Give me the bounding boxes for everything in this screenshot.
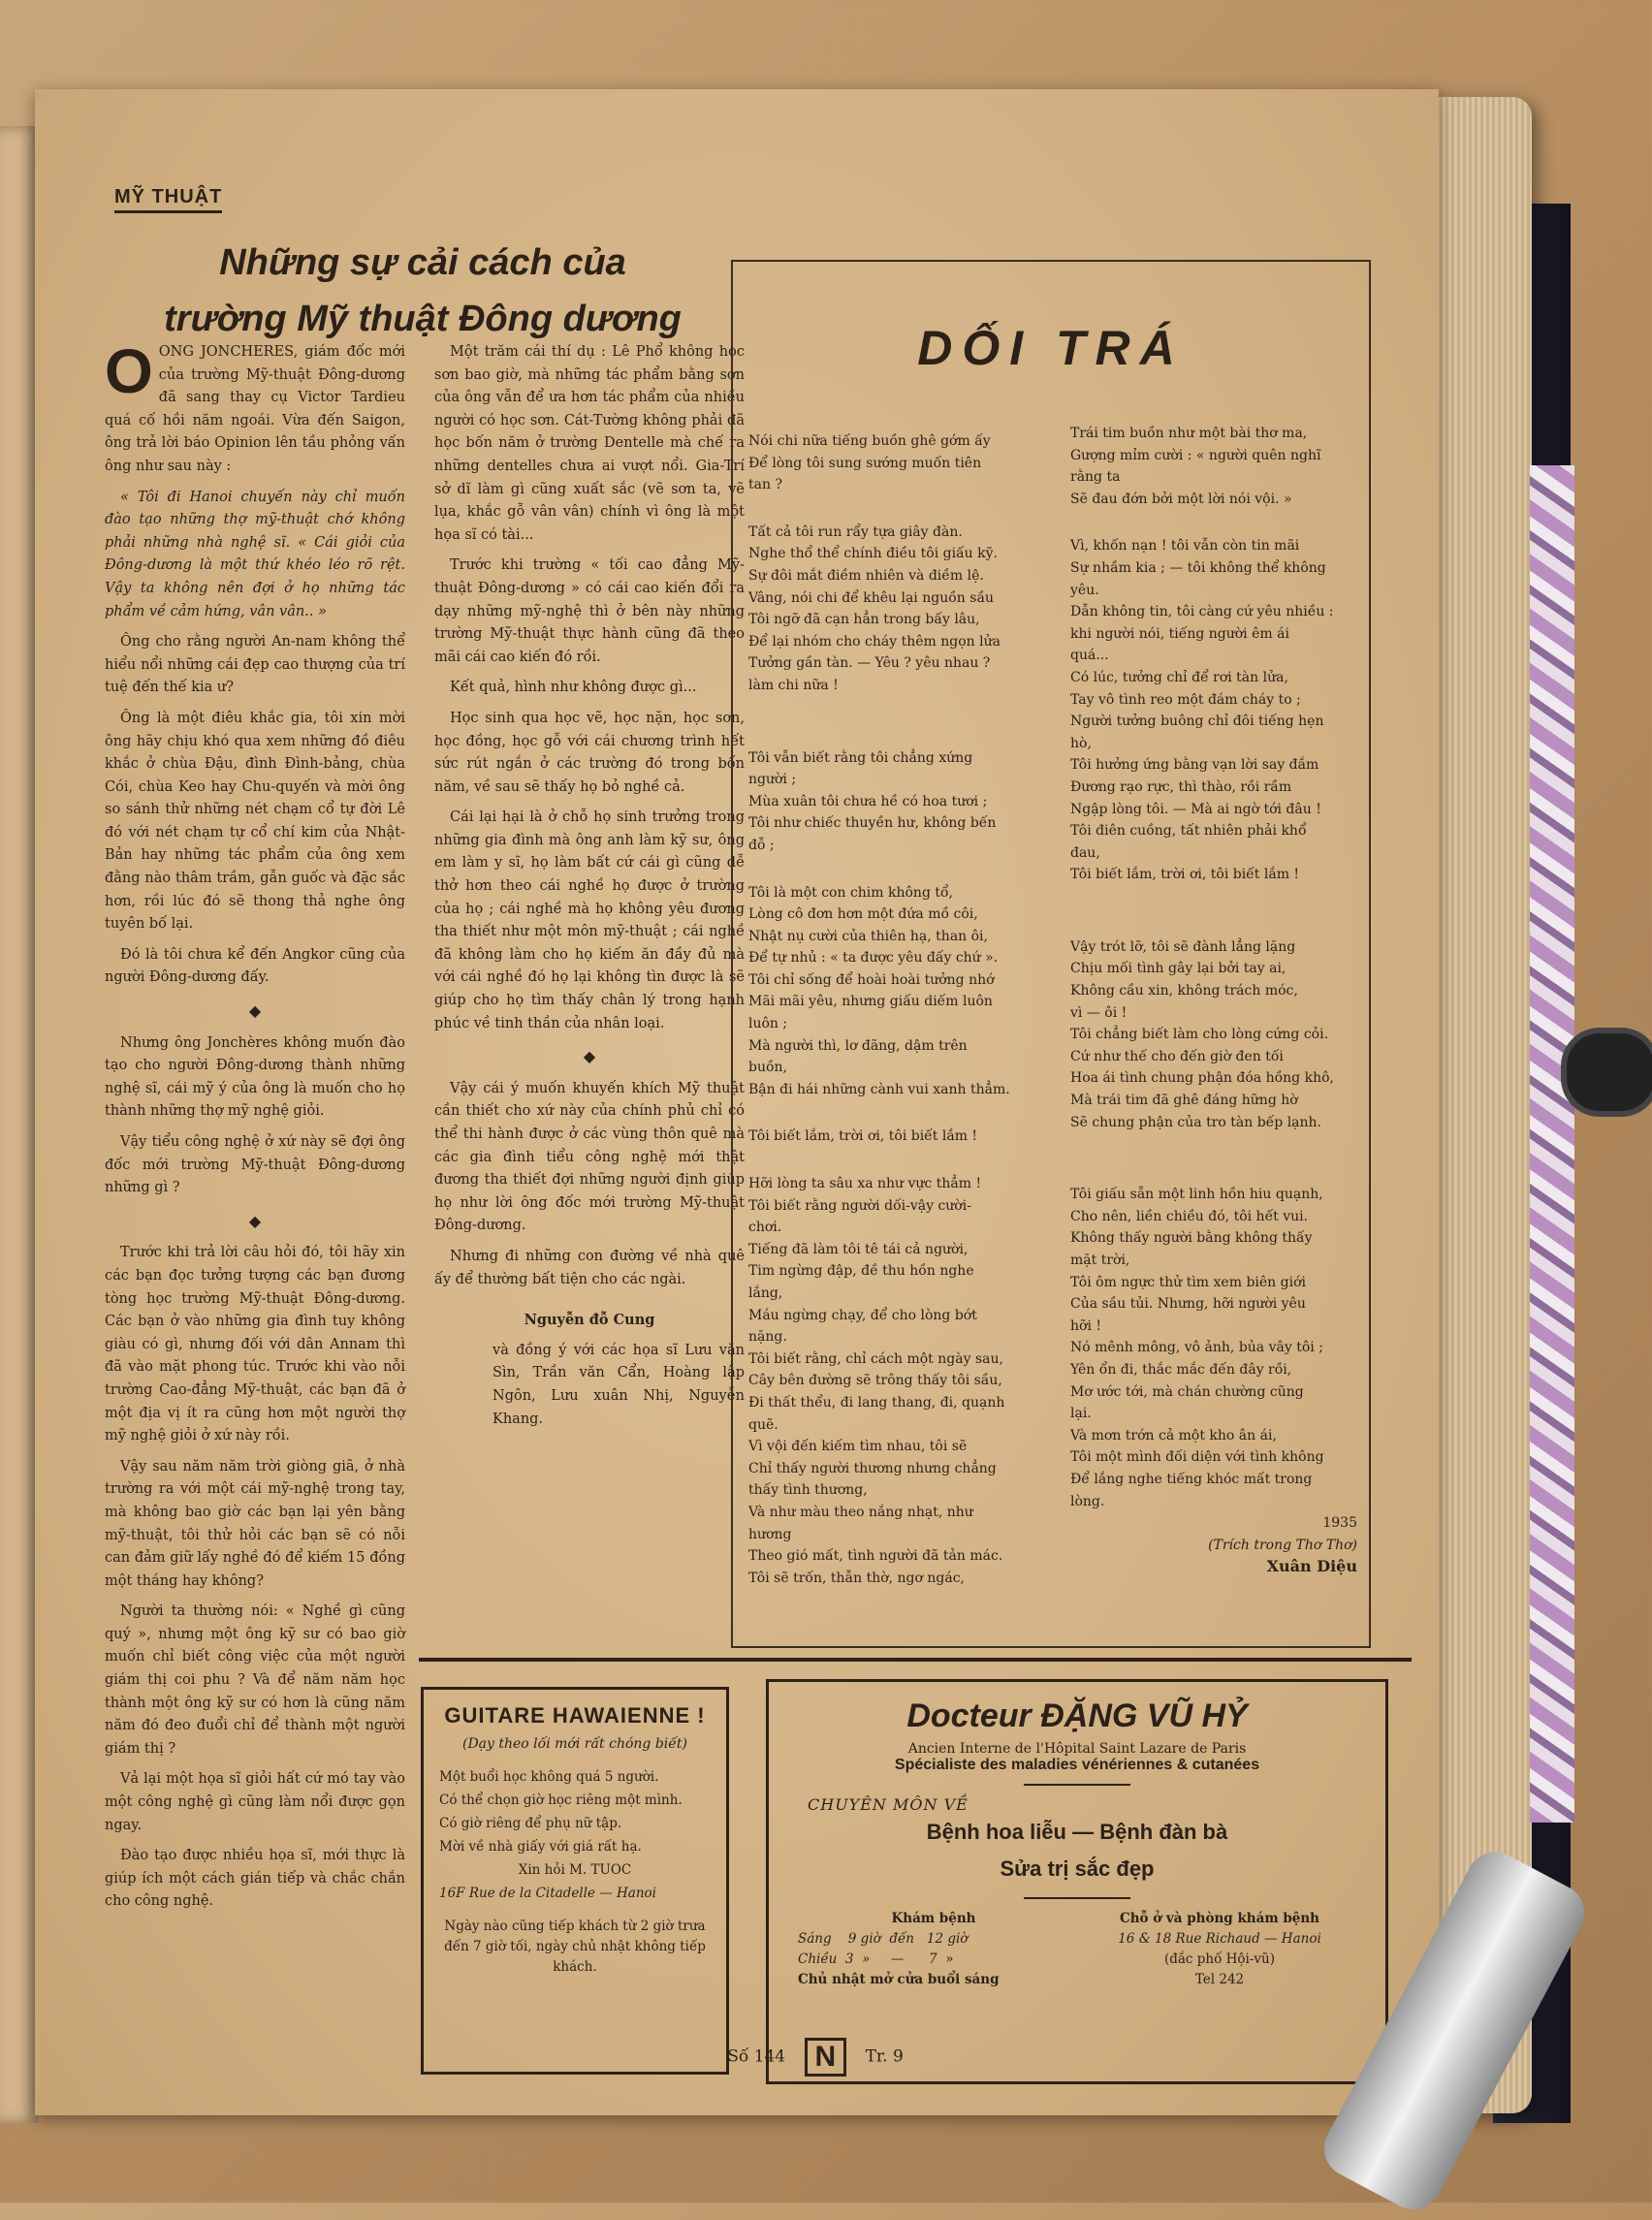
- poem-line: Tiếng đã làm tôi tê tái cả người,: [748, 1241, 969, 1257]
- poem-line: Tôi như chiếc thuyền hư, không bến: [748, 815, 997, 832]
- poem-line: vì — ôi !: [1070, 1004, 1128, 1021]
- guitar-ad-contact: Xin hỏi M. TUOC: [518, 1862, 632, 1878]
- poem-year: 1935: [1322, 1515, 1357, 1532]
- poem-line: nặng.: [748, 1329, 787, 1346]
- poem-line: Ngập lòng tôi. — Mà ai ngờ tới đâu !: [1070, 801, 1321, 817]
- poem-line: Vì vội đến kiếm tìm nhau, tôi sẽ: [748, 1439, 968, 1455]
- stanza-gap: [1070, 886, 1357, 911]
- poem-line: Nhật nụ cười của thiên hạ, than ôi,: [748, 928, 988, 944]
- article-author: Nguyễn đỗ Cung: [524, 1312, 655, 1329]
- poem-line: làm chi nữa !: [748, 677, 839, 693]
- divider: [1024, 1784, 1130, 1786]
- poem-line: Máu ngừng chạy, để cho lòng bớt: [748, 1307, 977, 1323]
- poem-source: (Trích trong Thơ Thơ): [1208, 1537, 1357, 1553]
- poem-line: rằng ta: [1070, 469, 1121, 486]
- poem-line: Lòng cô đơn hơn một đứa mồ côi,: [748, 906, 978, 923]
- poem-line: Để lòng tôi sung sướng muốn tiên: [748, 455, 982, 471]
- poem-line: Gượng mỉm cười : « người quên nghĩ: [1070, 447, 1321, 463]
- marbled-edge: [1530, 465, 1574, 1823]
- poet-name: Xuân Diệu: [1266, 1557, 1357, 1576]
- poem-line: hò,: [1070, 735, 1092, 751]
- poem-line: Và như màu theo nắng nhạt, như: [748, 1504, 973, 1520]
- poem-line: Nó mênh mông, vô ảnh, bủa vây tôi ;: [1070, 1340, 1323, 1356]
- poem-line: Tay vô tình reo một đám cháy to ;: [1070, 691, 1301, 708]
- poem-line: Mà người thì, lơ đãng, dậm trên: [748, 1037, 968, 1054]
- diamond-separator: ◆: [248, 1001, 262, 1021]
- article-paragraph: « Tôi đi Hanoi chuyến này chỉ muốn đào tạo những thợ mỹ-thuật chớ không phải những nhà nghệ sĩ. « Cái giỏi của Đông-dương là một thứ khéo léo rõ rệt. Vậy ta không nên đợi ở họ những tác phẩm về cảm hứng, vân vân.. »: [105, 489, 405, 619]
- poem-line: Vì, khốn nạn ! tôi vẫn còn tin mãi: [1070, 538, 1300, 555]
- diamond-separator: ◆: [583, 1047, 596, 1066]
- poem-line: hỡi !: [1070, 1317, 1101, 1334]
- poem-line: đỗ ;: [748, 837, 775, 853]
- diamond-separator: ◆: [248, 1211, 262, 1230]
- article-paragraph: Ông cho rằng người An-nam không thể hiểu nổi những cái đẹp cao thượng của trí tuệ đến thế kia ư?: [105, 634, 405, 696]
- poem-line: Cây bên đường sẽ trông thấy tôi sầu,: [748, 1373, 1002, 1389]
- doctor-ad: [766, 1679, 1388, 2084]
- article-paragraph: Nhưng ông Jonchères không muốn đào tạo cho người Đông-dương thành những nghệ sĩ, cái mỹ ý của ông là muốn cho họ thành những thợ mỹ nghệ giỏi.: [105, 1034, 405, 1120]
- poem-line: Theo gió mất, tình người đã tản mác.: [748, 1548, 1003, 1565]
- poem-line: Của sầu tủi. Nhưng, hỡi người yêu: [1070, 1296, 1306, 1313]
- stanza-gap: [748, 857, 1051, 882]
- poem-line: Hỡi lòng ta sâu xa như vực thẳm !: [748, 1176, 982, 1192]
- left-page-edge: [0, 126, 39, 2123]
- article-paragraph: Ông là một điêu khắc gia, tôi xin mời ông hãy chịu khó qua xem những đồ điêu khắc ở chùa Đậu, đình Đình-bảng, chùa Cói, chùa Keo hay Chu-quyến và mời ông so sánh thử những nét chạm cổ tự đời Lê đó với nét chạm tự cổ chí kim của Nhật-Bản hay những tác phẩm của ông xem đằng nào thâm trầm, gẫn guốc và đặc sắc hơn, rồi lúc đó sẽ thong thả nghe ông tuyên bố lại.: [105, 710, 405, 933]
- poem-line: Để lại nhóm cho cháy thêm ngọn lửa: [748, 633, 1001, 650]
- stanza-gap: [1070, 1133, 1357, 1158]
- poem-line: Tôi chỉ sống để hoài hoài tưởng nhớ: [748, 971, 995, 988]
- poem-line: mặt trời,: [1070, 1253, 1130, 1268]
- poem-line: Mà trái tim đã ghê đáng hững hờ: [1070, 1093, 1298, 1109]
- poem-line: người ;: [748, 772, 797, 788]
- article-title: [103, 235, 743, 347]
- doctor-credential: Ancien Interne de l'Hôpital Saint Lazare de Paris: [907, 1741, 1247, 1757]
- poem-line: Dẫn không tin, tôi càng cứ yêu nhiều :: [1070, 604, 1334, 620]
- address-heading: Chỗ ở và phòng khám bệnh: [1119, 1911, 1320, 1926]
- article-column-1: [105, 336, 405, 1921]
- article-paragraph: Vậy cái ý muốn khuyến khích Mỹ thuật cần thiết cho xứ này của chính phủ chỉ có thể thi hành được ở các vùng thôn quê mà các gia đình tiểu công nghệ mới thật đương tha thiết đợi những người định giúp họ như lời ông đốc mới trường Mỹ-thuật Đông-dương.: [434, 1080, 745, 1234]
- poem-line: Tôi sẽ trốn, thẫn thờ, ngơ ngác,: [748, 1570, 966, 1586]
- newspaper-page: [35, 89, 1439, 2115]
- poem-column-2: [1070, 423, 1357, 1578]
- poem-column-1: [748, 430, 1051, 1589]
- specialty-heading: CHUYÊN MÔN VỀ: [808, 1795, 969, 1814]
- poem-line: Tôi biết rằng, chỉ cách một ngày sau,: [748, 1350, 1003, 1367]
- article-title-line2: trường Mỹ thuật Đông dương: [164, 299, 682, 339]
- guitar-ad-line: Một buổi học không quá 5 người.: [439, 1769, 659, 1785]
- stanza-gap: [748, 722, 1051, 747]
- article-paragraph: Đó là tôi chưa kể đến Angkor cũng của người Đông-dương đấy.: [105, 946, 405, 986]
- poem-line: lòng.: [1070, 1493, 1105, 1509]
- poem-line: Đương rạo rực, thì thào, rồi rầm: [1070, 778, 1292, 795]
- poem-line: Tôi chẳng biết làm cho lòng cứng cỏi.: [1070, 1027, 1329, 1043]
- poem-line: Tôi biết rằng người dối-vậy cười-: [748, 1197, 971, 1214]
- poem-line: Bận đi hái những cành vui xanh thẳm.: [748, 1081, 1010, 1097]
- hours-heading: Khám bệnh: [891, 1911, 976, 1926]
- poem-line: Không thấy người bằng không thấy: [1070, 1230, 1313, 1247]
- page-footer: [670, 2038, 961, 2077]
- newspaper-logo: N: [805, 2038, 847, 2077]
- poem-line: tan ?: [748, 477, 782, 493]
- poem-line: chơi.: [748, 1220, 782, 1236]
- divider: [1024, 1897, 1130, 1899]
- poem-line: hương: [748, 1526, 792, 1542]
- author-note: và đồng ý với các họa sĩ Lưu văn Sìn, Trần văn Cẩn, Hoàng lập Ngôn, Lưu xuân Nhị, Nguyễn Khang.: [492, 1342, 745, 1427]
- poem-line: Tưởng gần tàn. — Yêu ? yêu nhau ?: [748, 655, 991, 672]
- poem-line: Có lúc, tưởng chỉ để rơi tàn lửa,: [1070, 669, 1288, 685]
- poem-line: Chỉ thấy người thương nhưng chẳng: [748, 1460, 997, 1476]
- poem-line: Tất cả tôi run rẩy tựa giây đàn.: [748, 523, 963, 540]
- poem-line: lắng,: [748, 1285, 783, 1301]
- article-paragraph: Người ta thường nói: « Nghề gì cũng quý », nhưng một ông kỹ sư có bao giờ muốn chỉ biết công việc của một người giám thị coi phu ? Và để năm năm học thành một ông kỹ sư có hơn là cũng năm năm đó đeo đuổi chỉ để thành một người giám thị ?: [105, 1603, 405, 1757]
- poem-line: Mãi mãi yêu, nhưng giấu diếm luôn: [748, 994, 993, 1010]
- poem-line: Nghe thổ thể chính điều tôi giấu kỹ.: [748, 546, 998, 562]
- guitar-ad-title: GUITARE HAWAIENNE !: [444, 1703, 706, 1728]
- binder-clip: [1561, 1028, 1652, 1117]
- poem-line: Tôi điên cuồng, tất nhiên phải khổ: [1070, 823, 1307, 840]
- poem-line: Cứ như thế cho đến giờ đen tối: [1070, 1048, 1284, 1064]
- poem-line: Không cầu xin, không trách móc,: [1070, 983, 1298, 999]
- poem-line: Tôi giấu sẵn một linh hồn hiu quạnh,: [1070, 1187, 1323, 1203]
- telephone: Tel 242: [1194, 1972, 1245, 1987]
- article-paragraph: Vậy tiểu công nghệ ở xứ này sẽ đợi ông đốc mới trường Mỹ-thuật Đông-dương những gì ?: [105, 1134, 405, 1196]
- guitar-ad-subtitle: (Dạy theo lối mới rất chóng biết): [461, 1736, 687, 1752]
- poem-line: buồn,: [748, 1060, 788, 1076]
- poem-line: Tôi biết lắm, trời ơi, tôi biết lắm !: [1070, 867, 1300, 883]
- stanza-gap: [1070, 911, 1357, 936]
- poem-line: Sẽ chung phận của tro tàn bếp lạnh.: [1070, 1114, 1322, 1130]
- consultation-hours: [798, 1909, 1069, 1990]
- poem-line: Tôi hưởng ứng bằng vạn lời say đắm: [1070, 757, 1319, 774]
- address-line: 16 & 18 Rue Richaud — Hanoi: [1118, 1931, 1321, 1947]
- poem-line: Tôi ôm ngực thử tìm xem biên giới: [1070, 1274, 1306, 1290]
- doctor-name: Docteur ĐẶNG VŨ HỶ: [906, 1697, 1248, 1734]
- poem-line: Cho nên, liền chiều đó, tôi hết vui.: [1070, 1208, 1309, 1224]
- page-number: Tr. 9: [865, 2046, 904, 2067]
- poem-line: Vậy trót lỡ, tôi sẽ đành lẳng lặng: [1070, 938, 1296, 955]
- stanza-gap: [748, 1148, 1051, 1173]
- poem-line: Để lắng nghe tiếng khóc mất trong: [1070, 1471, 1313, 1487]
- poem-title: DỐI TRÁ: [917, 321, 1185, 375]
- article-paragraph: Vả lại một họa sĩ giỏi hất cứ mó tay vào một công nghệ gì cũng làm nổi được gọn ngay.: [105, 1771, 405, 1833]
- poem-line: Đi thất thểu, đi lang thang, đi, quạnh: [748, 1394, 1005, 1411]
- section-label: MỸ THUẬT: [114, 186, 222, 213]
- poem-line: Nói chi nữa tiếng buồn ghê gớm ấy: [748, 433, 991, 449]
- article-paragraph: OONG JONCHERES, giám đốc mới của trường Mỹ-thuật Đông-dương đã sang thay cụ Victor Tardieu quá cố hồi năm ngoái. Vừa đến Saigon, ông trả lời báo Opinion lên tầu phỏng vấn ông như sau này :: [105, 336, 405, 474]
- poem-line: thấy tình thương,: [748, 1482, 868, 1499]
- poem-line: yêu.: [1070, 582, 1099, 598]
- poem-line: Trái tim buồn như một bài thơ ma,: [1070, 426, 1308, 441]
- poem-line: Mùa xuân tôi chưa hề có hoa tươi ;: [748, 793, 988, 809]
- clinic-address: [1079, 1909, 1360, 1990]
- specialty-line: Bệnh hoa liễu — Bệnh đàn bà: [926, 1820, 1228, 1844]
- poem-box: [731, 260, 1371, 1648]
- hours-sunday: Chủ nhật mở cửa buổi sáng: [798, 1972, 1000, 1987]
- poem-line: Tôi là một con chim không tổ,: [748, 884, 954, 901]
- poem-line: lại.: [1070, 1406, 1092, 1422]
- guitar-ad-line: Có giờ riêng để phụ nữ tập.: [439, 1816, 622, 1831]
- doctor-specialty: Spécialiste des maladies vénériennes & cutanées: [894, 1757, 1260, 1773]
- poem-line: Tim ngừng đập, đề thu hồn nghe: [748, 1263, 974, 1280]
- drop-cap: O: [105, 336, 153, 406]
- article-paragraph: Đào tạo được nhiều họa sĩ, mới thực là giúp ích một cách gián tiếp và chắc chắn cho công nghệ.: [105, 1848, 405, 1910]
- specialty-line: Sửa trị sắc đẹp: [1000, 1856, 1155, 1881]
- poem-line: Hoa ái tình chung phận đóa hồng khô,: [1070, 1070, 1334, 1087]
- article-paragraph: Nhưng đi những con đường về nhà quê ấy để thường bất tiện cho các ngài.: [434, 1248, 745, 1287]
- article-paragraph: Kết quả, hình như không được gì...: [450, 680, 697, 696]
- poem-line: Sự nhầm kia ; — tôi không thể không: [1070, 559, 1326, 576]
- poem-line: quẽ.: [748, 1416, 778, 1433]
- doctor-ad-details: [786, 1909, 1368, 2025]
- poem-line: Để tự nhủ : « ta được yêu đấy chứ ».: [748, 950, 999, 967]
- poem-line: Mơ ước tới, mà chán chường cũng: [1070, 1383, 1304, 1400]
- poem-line: Và mơn trớn cả một kho ân ái,: [1070, 1427, 1277, 1443]
- stanza-gap: [1070, 510, 1357, 535]
- poem-line: Sẽ đau đớn bởi một lời nói vội. »: [1070, 491, 1292, 507]
- issue-number: Số 144: [727, 2046, 786, 2067]
- article-title-line1: Những sự cải cách của: [219, 242, 626, 283]
- article-paragraph: Cái lại hại là ở chỗ họ sinh trưởng trong những gia đình mà ông anh làm kỹ sư, ông em làm y sĩ, họ làm bất cứ cái gì cũng dễ thở hơn theo cái nghề họ được ở trường của họ ; cái nghề mà họ không yêu đương tha thiết như một môn mỹ-thuật ; cái nghề đã không làm cho họ kiếm ăn đầy đủ mà với cái nghề đó họ lại không tìn được là sẽ giúp cho họ tìm thấy chân lý trong hạnh phúc về tinh thần của nhân loại.: [434, 809, 745, 1031]
- poem-line: Yên ổn đi, thắc mắc đến đây rồi,: [1070, 1361, 1292, 1378]
- poem-line: Tôi ngỡ đã cạn hẳn trong bấy lâu,: [748, 612, 980, 628]
- stanza-gap: [748, 496, 1051, 522]
- guitar-ad: [421, 1687, 729, 2075]
- poem-line: Người tưởng buông chỉ đôi tiếng hẹn: [1070, 714, 1324, 730]
- poem-line: Chịu mối tình gây lại bởi tay ai,: [1070, 961, 1287, 977]
- poem-line: luôn ;: [748, 1016, 788, 1032]
- article-paragraph: Trước khi trả lời câu hỏi đó, tôi hãy xin các bạn đọc tưởng tượng các bạn đương tòng học trường Mỹ-thuật Đông-dương. Các bạn ở vào những gia đình tuy không giàu có gì, nhưng đối với dân Annam thì đã vào mặt phong túc. Trước khi vào nỗi trường Cao-đẳng Mỹ-thuật, các bạn đã ở một địa vị ít ra cũng hơn một người thợ mỹ nghệ giỏi ở xứ này rồi.: [105, 1245, 405, 1444]
- poem-line: Tôi vẫn biết rằng tôi chẳng xứng: [748, 749, 973, 766]
- article-paragraph: Trước khi trường « tối cao đẳng Mỹ-thuật Đông-dương » có cái cao kiến đổi ra dạy những mỹ-nghệ thì ở bên này những trường Mỹ-thuật thực hành cũng đã theo mãi cái cao kiến đó rồi.: [434, 557, 745, 665]
- article-column-2: [434, 341, 745, 1439]
- address-note: (đắc phố Hội-vũ): [1163, 1951, 1276, 1967]
- stanza-gap: [1070, 1158, 1357, 1184]
- poem-line: Sự đôi mắt điềm nhiên và điềm lệ.: [748, 567, 984, 584]
- article-paragraph: Một trăm cái thí dụ : Lê Phổ không học sơn bao giờ, mà những tác phẩm bằng sơn của ông vẫn để ưa hơn tác phẩm của nhiều người có học sơn. Cát-Tường không phải đã học bốn năm ở trường Dentelle mà chế ra những dentelles chưa ai vượt nổi. Gia-Trí sở dĩ làm gì cũng xuất sắc (vẽ sơn ta, vẽ lụa, khắc gỗ vân vân) chính vì ông là một họa sĩ có tài...: [434, 344, 745, 543]
- stanza-gap: [748, 1100, 1051, 1126]
- stanza-gap: [748, 697, 1051, 722]
- hours-morning: Sáng 9 giờ đến 12 giờ: [798, 1931, 969, 1947]
- guitar-ad-hours: Ngày nào cũng tiếp khách từ 2 giờ trưa đến 7 giờ tối, ngày chủ nhật không tiếp khách.: [444, 1919, 706, 1975]
- poem-line: Tôi một mình đối diện với tình không: [1070, 1449, 1324, 1466]
- hours-afternoon: Chiều 3 » — 7 »: [798, 1951, 954, 1967]
- guitar-ad-line: Có thể chọn giờ học riêng một mình.: [439, 1792, 683, 1808]
- poem-line: Vâng, nói chi để khêu lại nguồn sầu: [748, 589, 995, 606]
- article-paragraph: Vậy sau năm năm trời giòng giã, ở nhà trường ra với một cái mỹ-nghệ trong tay, mà không bao giờ các bạn lại yên bằng mỹ-thuật, tôi thử hỏi các bạn sẽ có nỗi can đảm giữ lấy nghề đó để kiếm 15 đồng một tháng hay không?: [105, 1458, 405, 1589]
- poem-line: quá...: [1070, 648, 1109, 664]
- poem-line: khi người nói, tiếng người êm ái: [1070, 625, 1289, 642]
- article-paragraph: Học sinh qua học vẽ, học nặn, học sơn, học đồng, học gỗ với cái chương trình hết sức rút ngắn ở các trường đó trong bốn năm, về sau sẽ thấy họ bỏ nghề cả.: [434, 710, 745, 795]
- guitar-ad-line: Mời về nhà giấy với giá rất hạ.: [439, 1839, 642, 1855]
- horizontal-rule: [419, 1658, 1412, 1662]
- guitar-ad-address: 16F Rue de la Citadelle — Hanoi: [439, 1886, 656, 1901]
- poem-line: đau,: [1070, 844, 1100, 861]
- poem-line: Tôi biết lắm, trời ơi, tôi biết lắm !: [748, 1128, 978, 1145]
